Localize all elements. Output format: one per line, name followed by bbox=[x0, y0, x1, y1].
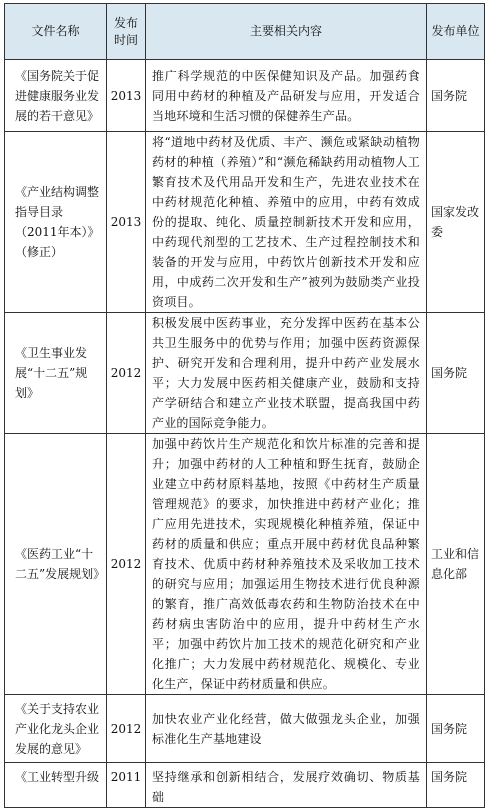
content-cell: 加强中药饮片生产规范化和饮片标准的完善和提升；加强中药材的人工种植和野生抚育，鼓励企业建立中药材原料基地，按照《中药材生产质量管理规范》的要求，加快推进中药材产业化；推广应用先进技术，实现规模化种植养殖，保证中药材的质量和供应；重点开展中药材优良品种繁育技术、优质中药材种养殖技术及采收加工技术的研究与应用；加强运用生物技术进行优良种源的繁育，推广高效低毒农药和生物防治技术在中药材病虫害防治中的应用，提升中药材生产水平；加强中药饮片加工技术的规范化研究和产业化推广；大力发展中药材规范化、规模化、专业化生产，保证中药材质量和供应。 bbox=[146, 434, 427, 695]
header-release-time: 发布 时间 bbox=[107, 4, 146, 60]
publisher-cell: 国务院 bbox=[427, 763, 485, 808]
year-cell: 2013 bbox=[107, 132, 146, 313]
doc-name-cell: 《卫生事业发展“十二五”规划》 bbox=[5, 313, 107, 434]
year-cell: 2013 bbox=[107, 60, 146, 132]
table-header-row bbox=[5, 4, 485, 60]
table-row bbox=[5, 60, 485, 132]
publisher-cell: 国务院 bbox=[427, 313, 485, 434]
table-row bbox=[5, 763, 485, 808]
doc-name-cell: 《国务院关于促进健康服务业发展的若干意见》 bbox=[5, 60, 107, 132]
content-cell: 推广科学规范的中医保健知识及产品。加强药食同用中药材的种植及产品研发与应用，开发适合当地环境和生活习惯的保健养生产品。 bbox=[146, 60, 427, 132]
content-cell: 加快农业产业化经营，做大做强龙头企业，加强标准化生产基地建设 bbox=[146, 695, 427, 763]
publisher-cell: 国务院 bbox=[427, 60, 485, 132]
content-cell: 积极发展中医药事业，充分发挥中医药在基本公共卫生服务中的优势与作用；加强中医药资源保护、研究开发和合理利用，提升中药产业发展水平；大力发展中医药相关健康产业，鼓励和支持产学研结合和建立产业技术联盟，提高我国中药产业的国际竞争能力。 bbox=[146, 313, 427, 434]
content-cell: 坚持继承和创新相结合，发展疗效确切、物质基础 bbox=[146, 763, 427, 808]
table-row bbox=[5, 434, 485, 695]
year-cell: 2012 bbox=[107, 434, 146, 695]
table-row bbox=[5, 132, 485, 313]
doc-name-cell: 《工业转型升级 bbox=[5, 763, 107, 808]
table-row bbox=[5, 313, 485, 434]
content-cell: 将“道地中药材及优质、丰产、濒危或紧缺动植物药材的种植（养殖）”和“濒危稀缺药用动植物人工繁育技术及代用品开发和生产，先进农业技术在中药材规范化种植、养殖中的应用，中药有效成份的提取、纯化、质量控制新技术开发和应用，中药现代剂型的工艺技术、生产过程控制技术和装备的开发与应用，中药饮片创新技术开发和应用，中成药二次开发和生产”被列为鼓励类产业投资项目。 bbox=[146, 132, 427, 313]
year-cell: 2011 bbox=[107, 763, 146, 808]
table-row bbox=[5, 695, 485, 763]
header-main-content: 主要相关内容 bbox=[146, 4, 427, 60]
header-doc-name: 文件名称 bbox=[5, 4, 107, 60]
header-publisher: 发布单位 bbox=[427, 4, 485, 60]
publisher-cell: 国务院 bbox=[427, 695, 485, 763]
doc-name-cell: 《关于支持农业产业化龙头企业发展的意见》 bbox=[5, 695, 107, 763]
policy-table bbox=[4, 3, 485, 808]
doc-name-cell: 《产业结构调整指导目录（2011年本）》（修正） bbox=[5, 132, 107, 313]
year-cell: 2012 bbox=[107, 313, 146, 434]
year-cell: 2012 bbox=[107, 695, 146, 763]
publisher-cell: 国家发改委 bbox=[427, 132, 485, 313]
publisher-cell: 工业和信息化部 bbox=[427, 434, 485, 695]
doc-name-cell: 《医药工业“十二五”发展规划》 bbox=[5, 434, 107, 695]
